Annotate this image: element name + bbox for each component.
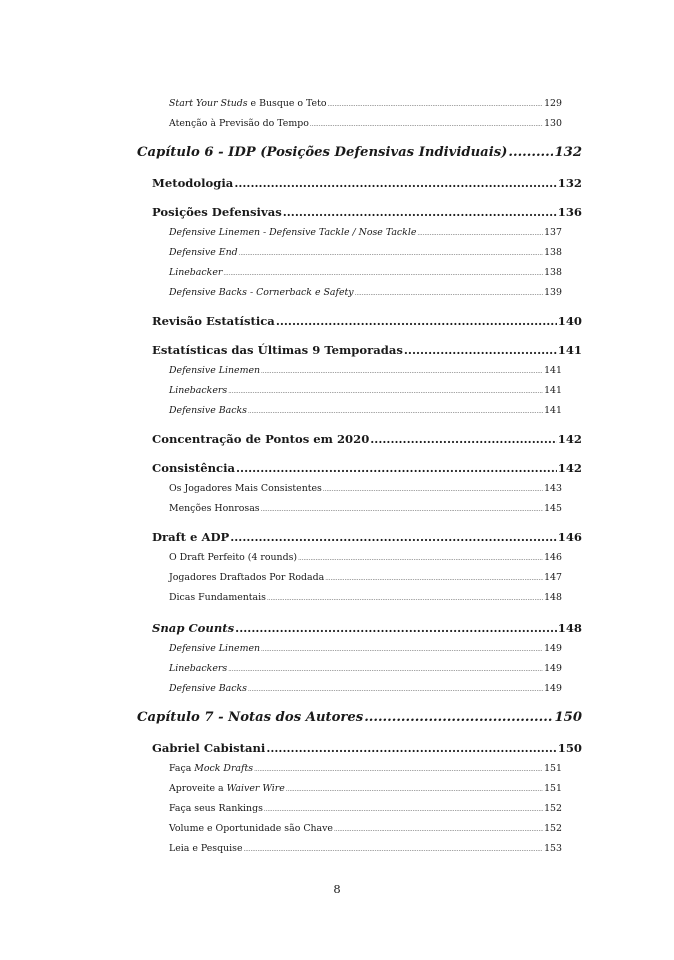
- toc-section-entry[interactable]: [152, 343, 582, 357]
- toc-page-number: 138: [544, 247, 562, 258]
- toc-entry-title: [137, 710, 363, 725]
- dot-leader: [310, 122, 543, 128]
- toc-page-number: 148: [544, 592, 562, 603]
- dot-leader: [334, 827, 543, 833]
- toc-page-number: 153: [544, 843, 562, 854]
- toc-entry-title: [169, 663, 227, 674]
- page-number: 8: [333, 882, 341, 896]
- toc-section-entry[interactable]: [152, 461, 582, 475]
- toc-page-number: 132: [557, 176, 582, 190]
- toc-entry-title: [152, 621, 234, 635]
- toc-entry-title-italic: Defensive Linemen: [169, 365, 261, 376]
- toc-entry-title: [169, 823, 333, 834]
- toc-chapter-entry[interactable]: [137, 145, 582, 160]
- toc-subsection-entry[interactable]: [169, 763, 562, 774]
- dot-leader: [264, 807, 543, 813]
- toc-page-number: 140: [557, 314, 582, 328]
- toc-entry-title: [169, 783, 285, 794]
- dot-leader: [417, 231, 543, 237]
- toc-subsection-entry[interactable]: [169, 823, 562, 834]
- dot-leader: [267, 596, 543, 602]
- toc-page-number: 150: [557, 741, 582, 755]
- toc-entry-title: [152, 343, 403, 357]
- dot-leader: [323, 487, 543, 493]
- toc-page-number: 152: [544, 823, 562, 834]
- toc-subsection-entry[interactable]: [169, 247, 562, 258]
- toc-chapter-entry[interactable]: [137, 710, 582, 725]
- dot-leader: [239, 251, 543, 257]
- dot-leader: [236, 461, 557, 475]
- toc-entry-title: [152, 461, 235, 475]
- toc-page-number: 142: [557, 432, 582, 446]
- toc-entry-title-italic: Waiver Wire: [226, 783, 285, 794]
- toc-entry-title-text: Revisão Estatística: [152, 314, 275, 328]
- toc-page-number: 146: [557, 530, 582, 544]
- toc-entry-title: [169, 287, 354, 298]
- dot-leader: [325, 576, 543, 582]
- dot-leader: [228, 667, 543, 673]
- dot-leader: [248, 409, 543, 415]
- toc-entry-title-text: Consistência: [152, 461, 235, 475]
- toc-entry-title: [169, 592, 266, 603]
- toc-page-number: 150: [554, 710, 582, 725]
- toc-entry-title-text: Dicas Fundamentais: [169, 592, 266, 603]
- toc-entry-title: [152, 741, 265, 755]
- toc-subsection-entry[interactable]: [169, 483, 562, 494]
- toc-subsection-entry[interactable]: [169, 267, 562, 278]
- toc-page-number: 142: [557, 461, 582, 475]
- toc-entry-title-italic: Defensive Backs: [169, 405, 247, 416]
- dot-leader: [508, 145, 553, 160]
- toc-subsection-entry[interactable]: [169, 365, 562, 376]
- toc-entry-title: [169, 552, 297, 563]
- toc-section-entry[interactable]: [152, 205, 582, 219]
- toc-section-entry[interactable]: [152, 530, 582, 544]
- toc-page-number: 139: [544, 287, 562, 298]
- dot-leader: [370, 432, 557, 446]
- dot-leader: [228, 389, 543, 395]
- toc-page-number: 147: [544, 572, 562, 583]
- toc-subsection-entry[interactable]: [169, 803, 562, 814]
- toc-subsection-entry[interactable]: [169, 227, 562, 238]
- toc-page-number: 146: [544, 552, 562, 563]
- toc-page-number: 141: [544, 405, 562, 416]
- toc-page-number: 152: [544, 803, 562, 814]
- toc-page-number: 149: [544, 663, 562, 674]
- toc-page-number: 145: [544, 503, 562, 514]
- toc-page-number: 149: [544, 683, 562, 694]
- toc-entry-title-text: Jogadores Draftados Por Rodada: [169, 572, 325, 583]
- toc-entry-title-italic: Defensive End: [169, 247, 238, 258]
- toc-page-number: 136: [557, 205, 582, 219]
- toc-page-number: 137: [544, 227, 562, 238]
- toc-entry-title-text: Os Jogadores Mais Consistentes: [169, 483, 322, 494]
- toc-entry-title-italic: Mock Drafts: [194, 763, 254, 774]
- toc-subsection-entry[interactable]: [169, 783, 562, 794]
- toc-entry-title: [152, 432, 369, 446]
- toc-entry-title: [169, 683, 247, 694]
- toc-entry-title: [169, 803, 263, 814]
- toc-entry-title-italic: Start Your Studs: [169, 98, 248, 109]
- dot-leader: [286, 787, 543, 793]
- toc-entry-title-text: Posições Defensivas: [152, 205, 282, 219]
- toc-entry-title: [169, 98, 327, 109]
- toc-entry-title: [169, 405, 247, 416]
- dot-leader: [244, 847, 544, 853]
- toc-entry-title: [169, 365, 260, 376]
- toc-entry-title: [169, 843, 243, 854]
- toc-page-number: 141: [544, 365, 562, 376]
- dot-leader: [223, 271, 543, 277]
- toc-entry-title: [152, 530, 229, 544]
- toc-entry-title-text: Volume e Oportunidade são Chave: [169, 823, 333, 834]
- dot-leader: [234, 176, 556, 190]
- toc-subsection-entry[interactable]: [169, 683, 562, 694]
- toc-subsection-entry[interactable]: [169, 287, 562, 298]
- toc-entry-title: [152, 176, 233, 190]
- toc-entry-title-text: Metodologia: [152, 176, 234, 190]
- toc-entry-title: [169, 118, 309, 129]
- toc-subsection-entry[interactable]: [169, 118, 562, 129]
- toc-subsection-entry[interactable]: [169, 405, 562, 416]
- toc-subsection-entry[interactable]: [169, 98, 562, 109]
- toc-subsection-entry[interactable]: [169, 592, 562, 603]
- toc-entry-title: [152, 205, 282, 219]
- dot-leader: [230, 530, 557, 544]
- toc-entry-title-text: Estatísticas das Últimas 9 Temporadas: [152, 343, 403, 357]
- toc-section-entry[interactable]: [152, 621, 582, 635]
- toc-entry-title-italic: Defensive Backs: [169, 683, 247, 694]
- toc-section-entry[interactable]: [152, 432, 582, 446]
- toc-entry-title-italic: Linebacker: [169, 267, 223, 278]
- toc-entry-title: [137, 145, 507, 160]
- toc-subsection-entry[interactable]: [169, 643, 562, 654]
- toc-entry-title: [169, 227, 416, 238]
- dot-leader: [298, 556, 543, 562]
- toc-entry-title-text: Faça seus Rankings: [169, 803, 263, 814]
- dot-leader: [276, 314, 557, 328]
- toc-page-number: 130: [544, 118, 562, 129]
- toc-entry-title-text: Leia e Pesquise: [169, 843, 243, 854]
- dot-leader: [235, 621, 557, 635]
- toc-entry-title-text: Gabriel Cabistani: [152, 741, 266, 755]
- toc-page-number: 129: [544, 98, 562, 109]
- toc-page-number: 151: [544, 763, 562, 774]
- dot-leader: [261, 647, 543, 653]
- toc-subsection-entry[interactable]: [169, 503, 562, 514]
- dot-leader: [404, 343, 557, 357]
- toc-subsection-entry[interactable]: [169, 843, 562, 854]
- toc-entry-title-italic: Linebackers: [169, 663, 228, 674]
- toc-entry-title: [169, 483, 322, 494]
- toc-page-number: 132: [554, 145, 582, 160]
- toc-entry-title-italic: Defensive Linemen - Defensive Tackle / Nose Tackle: [169, 227, 417, 238]
- toc-entry-title-text: Menções Honrosas: [169, 503, 260, 514]
- toc-subsection-entry[interactable]: [169, 572, 562, 583]
- toc-page-number: 141: [544, 385, 562, 396]
- dot-leader: [261, 369, 543, 375]
- toc-entry-title-text: Draft e ADP: [152, 530, 230, 544]
- toc-entry-title-text: Aproveite a: [169, 783, 227, 794]
- toc-entry-title: [169, 247, 238, 258]
- dot-leader: [266, 741, 556, 755]
- dot-leader: [261, 507, 543, 513]
- dot-leader: [283, 205, 557, 219]
- dot-leader: [254, 767, 543, 773]
- toc-entry-title-text: e Busque o Teto: [247, 98, 327, 109]
- toc-entry-title-italic: Defensive Backs - Cornerback e Safety: [169, 287, 354, 298]
- toc-page-number: 148: [557, 621, 582, 635]
- toc-entry-title-text: Concentração de Pontos em 2020: [152, 432, 370, 446]
- toc-entry-title: [169, 385, 227, 396]
- toc-section-entry[interactable]: [152, 176, 582, 190]
- toc-page-number: 141: [557, 343, 582, 357]
- toc-section-entry[interactable]: [152, 741, 582, 755]
- toc-page-number: 151: [544, 783, 562, 794]
- dot-leader: [328, 102, 544, 108]
- toc-entry-title: [152, 314, 275, 328]
- toc-subsection-entry[interactable]: [169, 385, 562, 396]
- toc-entry-title-italic: Defensive Linemen: [169, 643, 261, 654]
- dot-leader: [355, 291, 544, 297]
- toc-page-number: 149: [544, 643, 562, 654]
- toc-entry-title: [169, 503, 260, 514]
- toc-entry-title: [169, 643, 260, 654]
- toc-entry-title-italic: Snap Counts: [152, 621, 235, 635]
- dot-leader: [364, 710, 553, 725]
- toc-entry-title-text: Capítulo 7 - Notas dos Autores: [137, 710, 364, 725]
- toc-entry-title-text: Capítulo 6 - IDP (Posições Defensivas Individuais): [137, 145, 508, 160]
- toc-page-number: 138: [544, 267, 562, 278]
- toc-entry-title-italic: Linebackers: [169, 385, 228, 396]
- toc-entry-title-text: Faça: [169, 763, 195, 774]
- toc-section-entry[interactable]: [152, 314, 582, 328]
- toc-entry-title: [169, 572, 324, 583]
- toc-entry-title-text: O Draft Perfeito (4 rounds): [169, 552, 298, 563]
- toc-entry-title-text: Atenção à Previsão do Tempo: [169, 118, 309, 129]
- toc-entry-title: [169, 267, 222, 278]
- dot-leader: [248, 687, 543, 693]
- toc-entry-title: [169, 763, 253, 774]
- toc-page-number: 143: [544, 483, 562, 494]
- toc-subsection-entry[interactable]: [169, 663, 562, 674]
- toc-subsection-entry[interactable]: [169, 552, 562, 563]
